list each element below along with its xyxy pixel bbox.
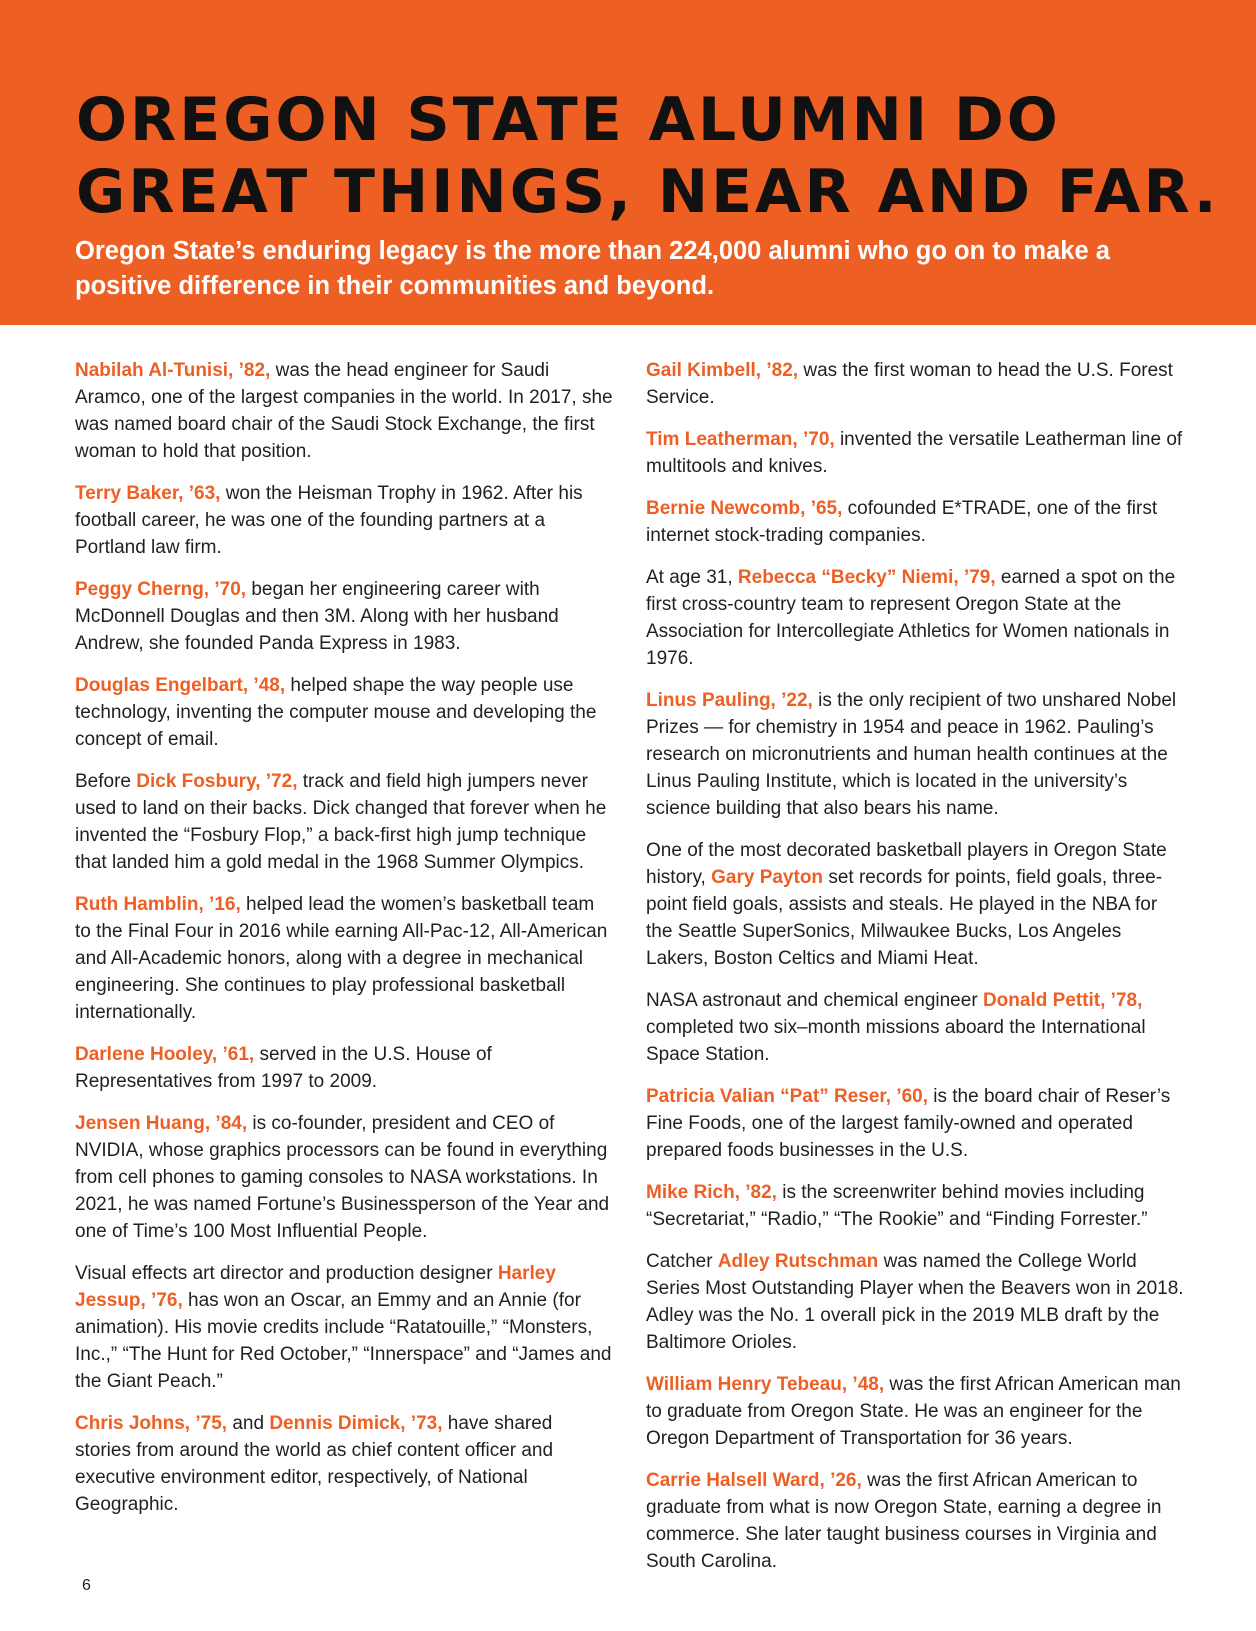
alumni-entry <box>75 1041 613 1095</box>
alumni-description: NASA astronaut and chemical engineer <box>646 990 983 1011</box>
alumni-description: won the Heisman Trophy in 1962. After his football career, he was one of the founding partners at a Portland law firm. <box>75 483 583 558</box>
alumni-description: Catcher <box>646 1251 718 1272</box>
alumni-name: Chris Johns, ’75, <box>75 1413 228 1434</box>
alumni-entry <box>75 480 613 561</box>
alumni-description: began her engineering career with McDonnell Douglas and then 3M. Along with her husband Andrew, she founded Panda Express in 1983. <box>75 579 559 654</box>
alumni-name: William Henry Tebeau, ’48, <box>646 1374 885 1395</box>
page-number: 6 <box>82 1577 91 1594</box>
alumni-description: Before <box>75 771 137 792</box>
alumni-entry <box>75 1260 613 1395</box>
alumni-entry <box>75 672 613 753</box>
alumni-name: Bernie Newcomb, ’65, <box>646 498 843 519</box>
alumni-name: Darlene Hooley, ’61, <box>75 1044 255 1065</box>
alumni-entry <box>646 1371 1184 1452</box>
alumni-name: Linus Pauling, ’22, <box>646 690 813 711</box>
alumni-entry <box>646 426 1184 480</box>
alumni-name: Ruth Hamblin, ’16, <box>75 894 241 915</box>
right-column <box>646 357 1184 1590</box>
alumni-entry <box>75 1110 613 1245</box>
alumni-name: Tim Leatherman, ’70, <box>646 429 835 450</box>
alumni-description: set records for points, field goals, three-point field goals, assists and steals. He played in the NBA for the Seattle SuperSonics, Milwaukee Bucks, Los Angeles Lakers, Boston Celtics and Miami Heat. <box>646 867 1163 969</box>
header-banner <box>0 0 1256 325</box>
alumni-description: is co-founder, president and CEO of NVIDIA, whose graphics processors can be found in everything from cell phones to gaming consoles to NASA workstations. In 2021, he was named Fortune’s Businessperson of the Year and one of Time’s 100 Most Influential People. <box>75 1113 610 1242</box>
alumni-name: Carrie Halsell Ward, ’26, <box>646 1470 862 1491</box>
alumni-entry <box>646 564 1184 672</box>
alumni-entry <box>75 576 613 657</box>
alumni-name: Jensen Huang, ’84, <box>75 1113 248 1134</box>
alumni-description: was the first African American man to graduate from Oregon State. He was an engineer for the Oregon Department of Transportation for 36 years. <box>646 1374 1181 1449</box>
alumni-description: One of the most decorated basketball players in Oregon State history, <box>646 840 1167 888</box>
alumni-name: Adley Rutschman <box>717 1251 879 1272</box>
alumni-description: served in the U.S. House of Representatives from 1997 to 2009. <box>75 1044 492 1092</box>
alumni-name: Patricia Valian “Pat” Reser, ’60, <box>646 1086 928 1107</box>
alumni-name: Donald Pettit, ’78, <box>982 990 1143 1011</box>
alumni-description: was the first African American to graduate from what is now Oregon State, earning a degree in commerce. She later taught business courses in Virginia and South Carolina. <box>646 1470 1162 1572</box>
alumni-description: was the first woman to head the U.S. Forest Service. <box>646 360 1173 408</box>
alumni-entry <box>646 987 1184 1068</box>
alumni-entry <box>646 495 1184 549</box>
alumni-name: Douglas Engelbart, ’48, <box>75 675 286 696</box>
alumni-description: cofounded E*TRADE, one of the first internet stock-trading companies. <box>646 498 1158 546</box>
alumni-name: Dennis Dimick, ’73, <box>269 1413 443 1434</box>
alumni-name: Rebecca “Becky” Niemi, ’79, <box>737 567 996 588</box>
left-column <box>75 357 613 1533</box>
alumni-description: have shared stories from around the world as chief content officer and executive environment editor, respectively, of National Geographic. <box>75 1413 554 1515</box>
alumni-entry <box>646 1179 1184 1233</box>
alumni-entry <box>75 1410 613 1518</box>
alumni-description: was named the College World Series Most Outstanding Player when the Beavers won in 2018. Adley was the No. 1 overall pick in the 2019 MLB draft by the Baltimore Orioles. <box>646 1251 1184 1353</box>
alumni-entry <box>646 1248 1184 1356</box>
alumni-name: Nabilah Al-Tunisi, ’82, <box>75 360 271 381</box>
alumni-entry <box>646 687 1184 822</box>
alumni-entry <box>75 357 613 465</box>
alumni-entry <box>75 768 613 876</box>
alumni-description: is the only recipient of two unshared Nobel Prizes — for chemistry in 1954 and peace in 1962. Pauling’s research on micronutrients and human health continues at the Linus Pauling Institute, which is located in the university’s science building that also bears his name. <box>646 690 1177 819</box>
alumni-description: earned a spot on the first cross-country team to represent Oregon State at the Association for Intercollegiate Athletics for Women nationals in 1976. <box>646 567 1176 669</box>
alumni-name: Peggy Cherng, ’70, <box>75 579 247 600</box>
alumni-entry <box>646 357 1184 411</box>
alumni-entry <box>646 837 1184 972</box>
alumni-name: Mike Rich, ’82, <box>646 1182 777 1203</box>
alumni-description: completed two six–month missions aboard the International Space Station. <box>646 1017 1146 1065</box>
alumni-description: has won an Oscar, an Emmy and an Annie (for animation). His movie credits include “Ratatouille,” “Monsters, Inc.,” “The Hunt for Red October,” “Innerspace” and “James and the Giant Peach.” <box>75 1290 612 1392</box>
alumni-description: Visual effects art director and production designer <box>75 1263 498 1284</box>
alumni-description: helped shape the way people use technology, inventing the computer mouse and developing the concept of email. <box>75 675 597 750</box>
alumni-name: Harley Jessup, ’76, <box>75 1263 556 1311</box>
alumni-description: and <box>227 1413 270 1434</box>
alumni-name: Gary Payton <box>711 867 824 888</box>
page-subtitle: Oregon State’s enduring legacy is the more than 224,000 alumni who go on to make a positive difference in their communities and beyond. <box>75 237 1110 300</box>
alumni-name: Dick Fosbury, ’72, <box>136 771 298 792</box>
alumni-name: Terry Baker, ’63, <box>75 483 221 504</box>
alumni-entry <box>646 1083 1184 1164</box>
alumni-description: invented the versatile Leatherman line of multitools and knives. <box>646 429 1183 477</box>
alumni-entry <box>75 891 613 1026</box>
page-title: OREGON STATE ALUMNI DO GREAT THINGS, NEAR AND FAR. <box>76 85 1220 227</box>
alumni-description: helped lead the women’s basketball team to the Final Four in 2016 while earning All-Pac-12, All-American and All-Academic honors, along with a degree in mechanical engineering. She continues to play professional basketball internationally. <box>75 894 608 1023</box>
alumni-name: Gail Kimbell, ’82, <box>646 360 799 381</box>
alumni-description: is the screenwriter behind movies including “Secretariat,” “Radio,” “The Rookie” and “Finding Forrester.” <box>646 1182 1148 1230</box>
alumni-entry <box>646 1467 1184 1575</box>
alumni-description: At age 31, <box>646 567 738 588</box>
alumni-description: is the board chair of Reser’s Fine Foods, one of the largest family-owned and operated prepared foods businesses in the U.S. <box>646 1086 1171 1161</box>
alumni-description: was the head engineer for Saudi Aramco, one of the largest companies in the world. In 2017, she was named board chair of the Saudi Stock Exchange, the first woman to hold that position. <box>75 360 613 462</box>
alumni-description: track and field high jumpers never used to land on their backs. Dick changed that forever when he invented the “Fosbury Flop,” a back-first high jump technique that landed him a gold medal in the 1968 Summer Olympics. <box>75 771 607 873</box>
